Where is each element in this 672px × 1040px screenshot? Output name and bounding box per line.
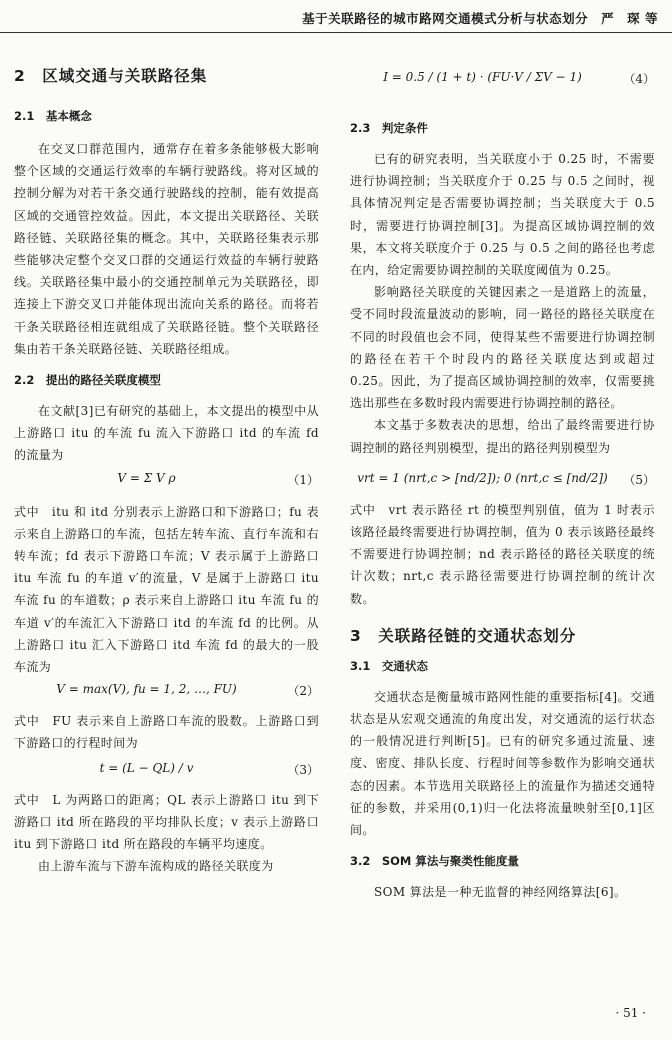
equation-1-number: （1） — [287, 472, 319, 487]
paragraph-flow-factor: 影响路径关联度的关键因素之一是道路上的流量，受不同时段流量波动的影响，同一路径的路径关联度在不同的时段值也会不同，使得某些不需要进行协调控制的路径在若干个时段内的路径关联度达到或超过 0.25。因此，为了提高区域协调控制的效率，仅需要挑选出那些在多数时段内需要进行协调控制的路径。 — [350, 285, 655, 411]
section-2-1-title: 2.1 基本概念 — [14, 109, 92, 123]
section-2-title: 2 区域交通与关联路径集 — [14, 67, 208, 85]
section-2-3-title: 2.3 判定条件 — [350, 121, 428, 135]
paragraph-som: SOM 算法是一种无监督的神经网络算法[6]。 — [374, 885, 627, 900]
paragraph-eq3-legend: 式中 L 为两路口的距离；QL 表示上游路口 itu 到下游路口 itd 所在路段的平均排队长度；v 表示上游路口 itu 到下游路口 itd 所在路段的车辆平均速度。 — [14, 792, 319, 852]
equation-3-number: （3） — [287, 762, 319, 777]
equation-1 — [14, 471, 319, 499]
equation-5-body: vrt = 1 (nrt,c > [nd/2]); 0 (nrt,c ≤ [nd/2]) — [357, 470, 608, 485]
paragraph-eq5-legend: 式中 vrt 表示路径 rt 的模型判别值，值为 1 时表示该路径最终需要进行协调控制，值为 0 表示该路径最终不需要进行协调控制；nd 表示路径的路径关联度的统计次数；nrt,c 表示路径需要进行协调控制的统计次数。 — [350, 502, 655, 606]
running-title: 基于关联路径的城市路网交通模式分析与状态划分 严 琛 等 — [302, 11, 658, 26]
paragraph-model-intro: 在文献[3]已有研究的基础上，本文提出的模型中从上游路口 itu 的车流 fu 流入下游路口 itd 的车流 fd 的流量为 — [14, 404, 319, 463]
section-3-2-title: 3.2 SOM 算法与聚类性能度量 — [350, 854, 519, 869]
paragraph-majority-vote: 本文基于多数表决的思想，给出了最终需要进行协调控制的路径判别模型，提出的路径判别模型为 — [350, 418, 655, 455]
paragraph-traffic-state: 交通状态是衡量城市路网性能的重要指标[4]。交通状态是从宏观交通流的角度出发，对交通流的运行状态的一般情况进行判断[5]。已有的研究多通过流量、速度、密度、排队长度、行程时间等参数作为影响交通状态的因素。本节选用关联路径上的流量作为描述交通特征的参数，并采用(0,1)归一化法将流量映射至[0,1]区间。 — [350, 689, 655, 838]
equation-3-body: t = (L − QL) / v — [99, 760, 194, 775]
equation-4 — [350, 62, 655, 102]
paragraph-threshold: 已有的研究表明，当关联度小于 0.25 时，不需要进行协调控制；当关联度介于 0.25 与 0.5 之间时，视具体情况判定是否需要协调控制；当关联度大于 0.5 时，需要进行协调控制[3]。为提高区域协调控制的效果，本文将关联度介于 0.25 与 0.5 之间的路径也考虑在内，给定需要协调控制的关联度阈值为 0.25。 — [350, 152, 655, 278]
paragraph-eq2-legend: 式中 FU 表示来自上游路口车流的股数。上游路口到下游路口的行程时间为 — [14, 714, 319, 751]
equation-2-number: （2） — [287, 684, 319, 699]
paragraph-relevance-intro: 由上游车流与下游车流构成的路径关联度为 — [38, 859, 274, 874]
right-column — [350, 44, 655, 903]
equation-4-body: I = 0.5 / (1 + t) · (FU·V / ΣV − 1) — [383, 70, 582, 84]
equation-1-body: V = Σ V ρ — [117, 470, 176, 485]
section-3-1-title: 3.1 交通状态 — [350, 658, 428, 673]
equation-2 — [14, 682, 319, 710]
left-column — [14, 44, 319, 877]
equation-5 — [350, 463, 655, 499]
equation-3 — [14, 761, 319, 789]
running-head — [0, 0, 672, 33]
paragraph-basic-concepts: 在交叉口群范围内，通常存在着多条能够极大影响整个区域的交通运行效率的车辆行驶路线。将对区域的控制分解为对若干条交通行驶路线的控制，能有效提高区域的交通管控效益。因此，本文提出关联路径、关联路径链、关联路径集的概念。其中，关联路径集表示那些能够决定整个交叉口群的交通运行效益的车辆行驶路线。关联路径集中最小的交通控制单元为关联路径，即连接上下游交叉口并能体现出流向关系的路径。而将若干条关联路径相连就组成了关联路径链。整个关联路径集由若干条关联路径链、关联路径组成。 — [14, 142, 319, 356]
section-3-title: 3 关联路径链的交通状态划分 — [350, 626, 577, 645]
equation-2-body: V = max(V), fu = 1, 2, …, FU) — [56, 682, 237, 697]
equation-5-number: （5） — [623, 472, 655, 487]
page-number: · 51 · — [615, 1006, 646, 1020]
equation-4-number: （4） — [623, 72, 655, 86]
section-2-2-title: 2.2 提出的路径关联度模型 — [14, 373, 161, 388]
paragraph-eq1-legend: 式中 itu 和 itd 分别表示上游路口和下游路口；fu 表示来自上游路口的车流，包括左转车流、直行车流和右转车流；fd 表示下游路口车流；V 表示属于上游路口 itu 车流 fu 的车道 v′的流量，V 是属于上游路口 itu 车流 fu 的车道数；ρ 表示来自上游路口 itu 车流 fu 的车道 v′的车流汇入下游路口 itd 的车流 fd 的比例。从上游路口 itu 汇入下游路口 itd 车流 fd 的最大的一股车流为 — [14, 504, 319, 675]
